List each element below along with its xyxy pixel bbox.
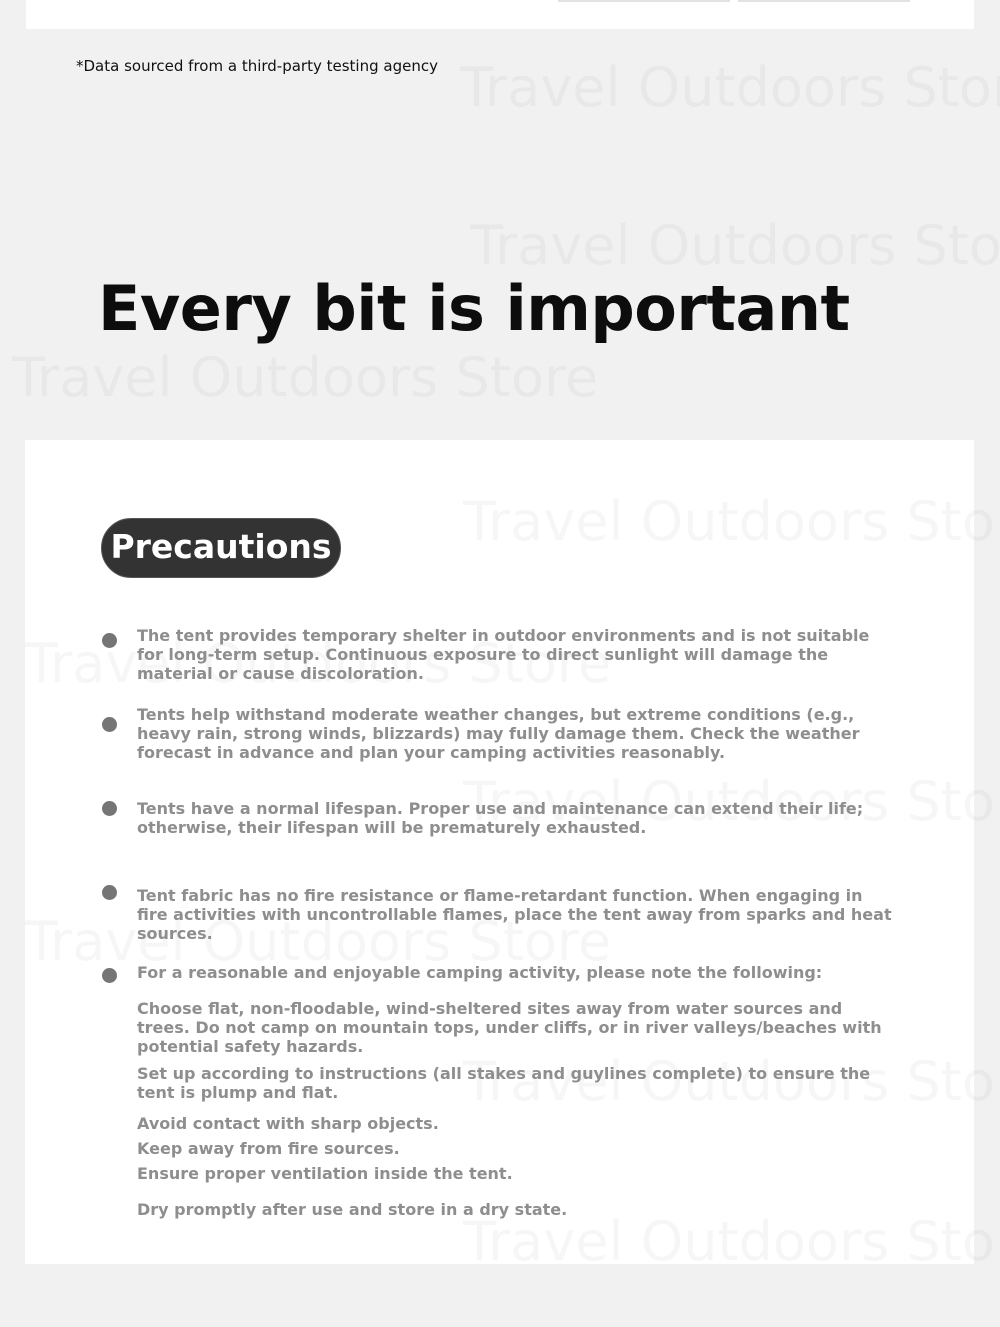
precaution-sub-item: Avoid contact with sharp objects. — [137, 1114, 439, 1133]
precaution-sub-item: Dry promptly after use and store in a dry state. — [137, 1200, 568, 1219]
data-source-footnote: *Data sourced from a third-party testing agency — [76, 57, 438, 75]
precaution-sub-item: Keep away from fire sources. — [137, 1139, 400, 1158]
watermark — [460, 56, 1000, 119]
bullet-dot — [102, 801, 117, 816]
precaution-item: For a reasonable and enjoyable camping activity, please note the following: — [137, 963, 823, 982]
section-title: Every bit is important — [98, 272, 850, 345]
precaution-sub-item: Choose flat, non-floodable, wind-sheltered sites away from water sources and trees. Do not camp on mountain tops, under cliffs, or in river valleys/beaches with potential safety hazards. — [137, 999, 882, 1056]
precaution-item: The tent provides temporary shelter in outdoor environments and is not suitable for long-term setup. Continuous exposure to direct sunlight will damage the material or cause discoloration. — [137, 626, 870, 683]
precaution-item: Tent fabric has no fire resistance or flame-retardant function. When engaging in fire activities with uncontrollable flames, place the tent away from sparks and heat sources. — [137, 886, 892, 943]
watermark — [12, 346, 598, 409]
precaution-sub-item: Set up according to instructions (all stakes and guylines complete) to ensure the tent is plump and flat. — [137, 1064, 871, 1102]
watermark — [463, 490, 1000, 553]
watermark — [470, 214, 1000, 277]
bullet-dot — [102, 717, 117, 732]
top-divider — [738, 0, 910, 2]
top-card — [26, 0, 974, 29]
precaution-sub-item: Ensure proper ventilation inside the tent. — [137, 1164, 513, 1183]
precaution-item: Tents have a normal lifespan. Proper use and maintenance can extend their life; otherwise, their lifespan will be prematurely exhausted. — [137, 799, 864, 837]
watermark — [463, 1210, 1000, 1273]
top-divider — [558, 0, 730, 2]
precaution-item: Tents help withstand moderate weather changes, but extreme conditions (e.g., heavy rain, strong winds, blizzards) may fully damage them. Check the weather forecast in advance and plan your camping activities reasonably. — [137, 705, 860, 762]
precautions-card — [25, 440, 974, 1264]
bullet-dot — [102, 968, 117, 983]
bullet-dot — [102, 885, 117, 900]
bullet-dot — [102, 633, 117, 648]
precautions-heading: Precautions — [101, 518, 341, 578]
